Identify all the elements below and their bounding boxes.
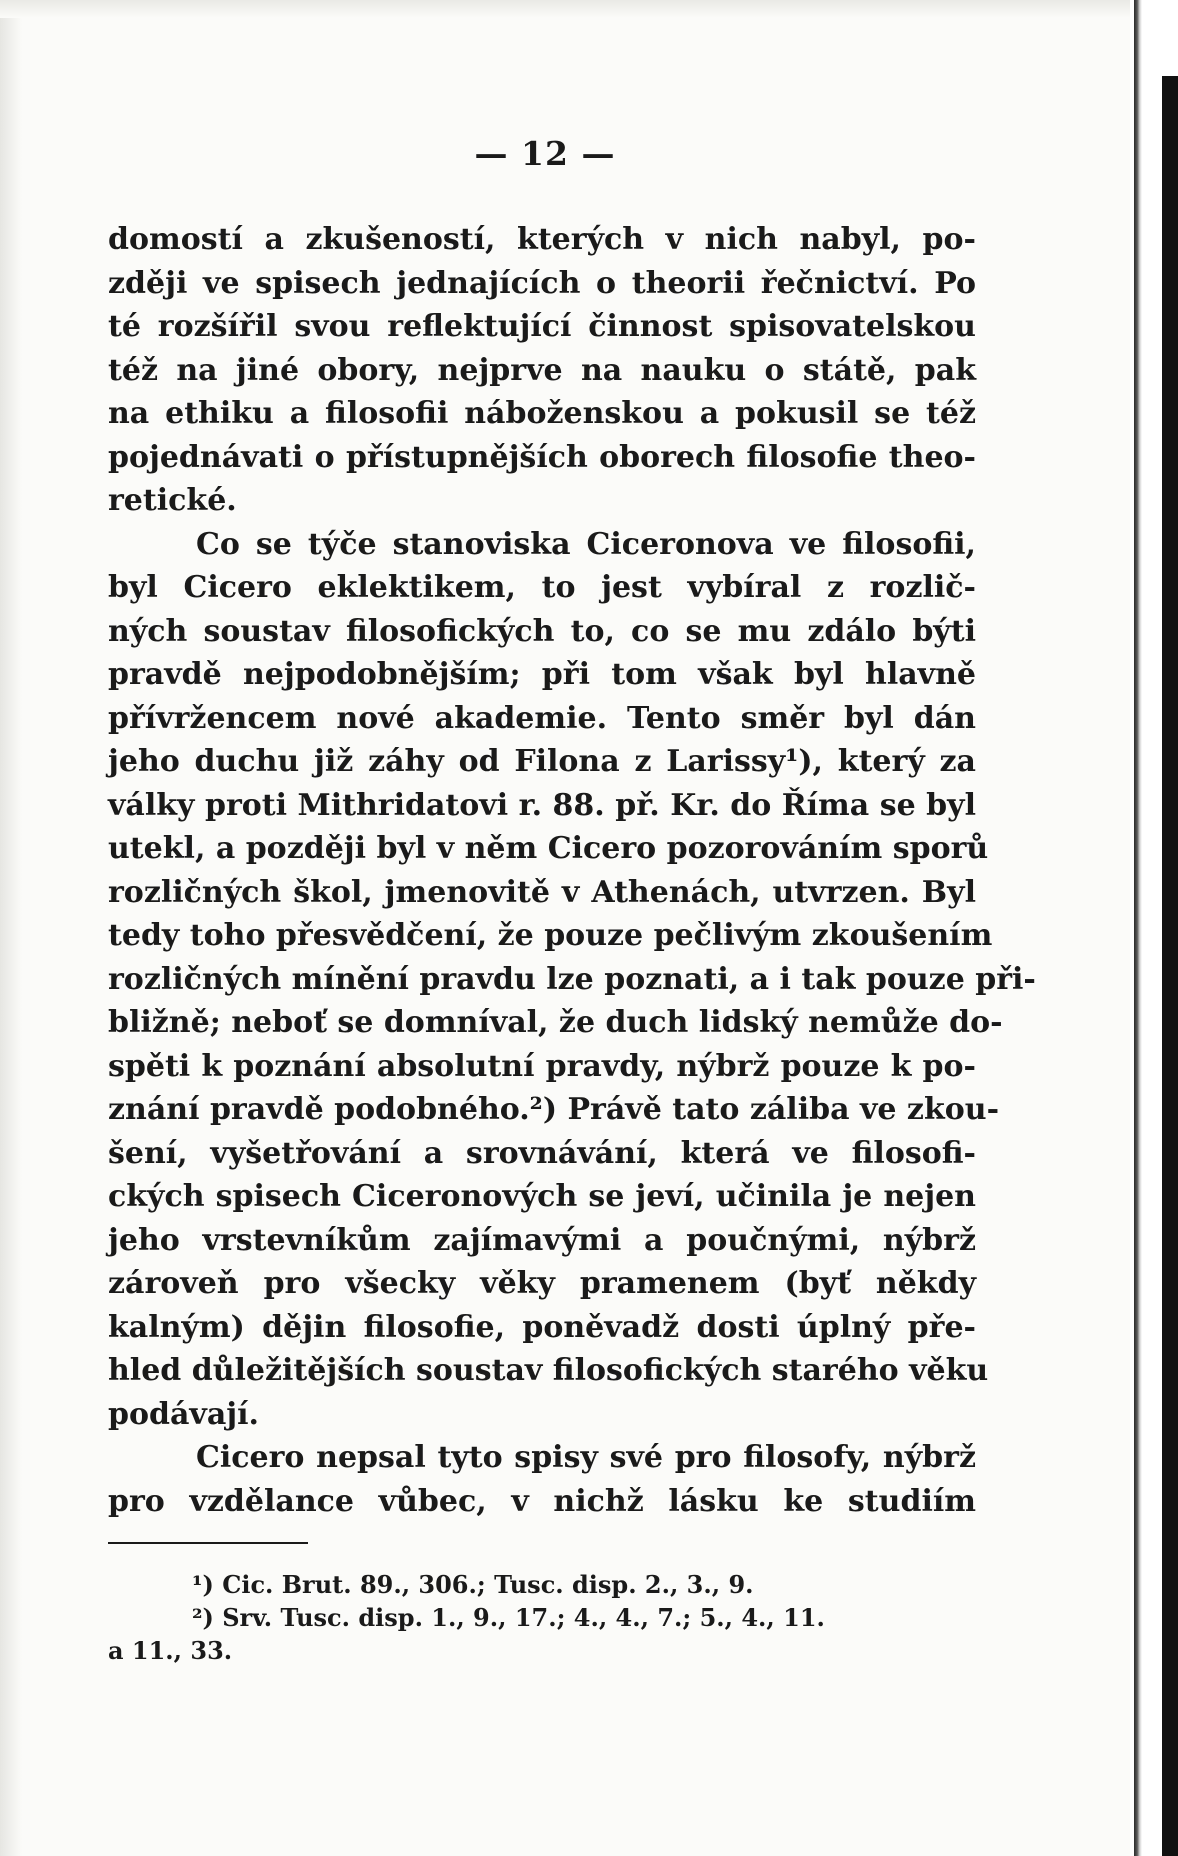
text-line: spěti k poznání absolutní pravdy, nýbrž pouze k po- (108, 1048, 976, 1084)
text-line: pro vzdělance vůbec, v nichž lásku ke studiím (108, 1483, 976, 1519)
text-line: znání pravdě podobného.²) Právě tato záliba ve zkou- (108, 1092, 1000, 1127)
text-line: války proti Mithridatovi r. 88. př. Kr. do Říma se byl (108, 787, 976, 823)
scan-border-gap (1162, 0, 1178, 76)
text-line: tedy toho přesvědčení, že pouze pečlivým zkoušením (108, 918, 993, 953)
text-line: kalným) dějin filosofie, poněvadž dosti úplný pře- (108, 1309, 976, 1345)
footnotes (108, 1568, 976, 1667)
text-line: pravdě nejpodobnějším; při tom však byl hlavně (108, 657, 976, 692)
text-line: té rozšířil svou reflektující činnost spisovatelskou (108, 309, 976, 344)
text-line: rozličných škol, jmenovitě v Athenách, utvrzen. Byl (108, 874, 976, 910)
page-top-shadow (0, 0, 1130, 18)
text-line: jeho vrstevníkům zajímavými a poučnými, nýbrž (108, 1222, 976, 1258)
paragraph-start-line: Co se týče stanoviska Ciceronova ve filosofii, (196, 526, 976, 562)
text-line: utekl, a později byl v něm Cicero pozorováním sporů (108, 831, 989, 866)
text-line: rozličných mínění pravdu lze poznati, a i tak pouze při- (108, 961, 1036, 997)
text-line: ckých spisech Ciceronových se jeví, učinila je nejen (108, 1179, 976, 1214)
text-line: jeho duchu již záhy od Filona z Larissy¹), který za (108, 744, 976, 779)
page-number: — 12 — (474, 134, 616, 173)
text-line: byl Cicero eklektikem, to jest vybíral z rozlič- (108, 570, 976, 605)
text-line: na ethiku a filosofii náboženskou a pokusil se též (108, 396, 976, 431)
text-line: domostí a zkušeností, kterých v nich nabyl, po- (108, 222, 976, 257)
body-text (108, 218, 1036, 1523)
text-line: přívržencem nové akademie. Tento směr byl dán (108, 700, 976, 736)
text-line: zároveň pro všecky věky pramenem (byť někdy (108, 1266, 976, 1301)
footnote-1: ¹) Cic. Brut. 89., 306.; Tusc. disp. 2., 3., 9. (192, 1570, 754, 1599)
text-line: retické. (108, 483, 237, 518)
text-line: bližně; neboť se domníval, že duch lidský nemůže do- (108, 1005, 1003, 1040)
text-line: šení, vyšetřování a srovnávání, která ve filosofi- (108, 1135, 976, 1171)
footnote-2-continuation: a 11., 33. (108, 1636, 233, 1665)
text-line: podávají. (108, 1396, 259, 1432)
paragraph-start-line: Cicero nepsal tyto spisy své pro filosofy, nýbrž (196, 1440, 976, 1475)
text-line: též na jiné obory, nejprve na nauku o státě, pak (108, 352, 976, 388)
text-line: ných soustav filosofických to, co se mu zdálo býti (108, 613, 976, 649)
page-gutter-shadow (0, 0, 22, 1856)
scan-border (1162, 0, 1178, 1856)
footnote-2: ²) Srv. Tusc. disp. 1., 9., 17.; 4., 4., 7.; 5., 4., 11. (192, 1603, 825, 1632)
text-line: pojednávati o přístupnějších oborech filosofie theo- (108, 439, 976, 475)
page-edge-binding (1134, 0, 1142, 1856)
text-line: zději ve spisech jednajících o theorii řečnictví. Po (108, 265, 976, 301)
text-line: hled důležitějších soustav filosofických starého věku (108, 1353, 989, 1388)
footnote-separator (108, 1542, 308, 1544)
